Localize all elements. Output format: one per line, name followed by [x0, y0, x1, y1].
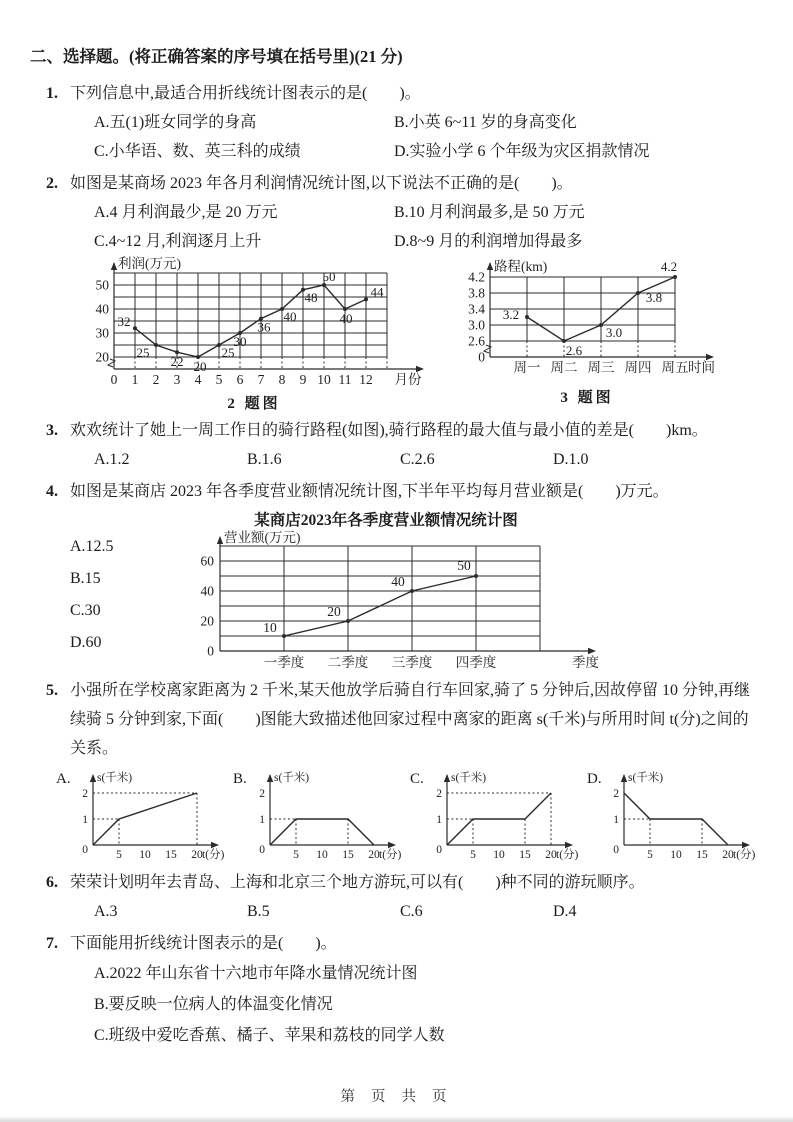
option-letter: B.: [233, 771, 247, 787]
svg-text:周三: 周三: [587, 360, 615, 375]
question-text: [46, 79, 759, 108]
question-2: [30, 169, 759, 256]
options-row: [94, 137, 759, 166]
option-c: C.6: [400, 903, 423, 920]
option-chart-d: [587, 771, 760, 865]
svg-text:36: 36: [257, 319, 271, 335]
question-number: 3.: [46, 422, 58, 439]
svg-text:50: 50: [457, 558, 471, 573]
svg-text:40: 40: [95, 301, 109, 317]
svg-text:5: 5: [215, 372, 223, 387]
charts-row: [78, 256, 759, 413]
svg-text:利润(万元): 利润(万元): [118, 256, 181, 271]
svg-text:1: 1: [82, 814, 88, 826]
svg-text:t(分): t(分): [733, 849, 756, 861]
svg-text:48: 48: [304, 289, 318, 305]
svg-text:3.4: 3.4: [468, 301, 485, 317]
svg-text:3.8: 3.8: [468, 285, 485, 301]
distance-time-chart-a: [73, 771, 229, 865]
question-body: 欢欢统计了她上一周工作日的骑行路程(如图),骑行路程的最大值与最小值的差是( )km。: [70, 422, 708, 439]
svg-text:3.0: 3.0: [605, 325, 623, 340]
svg-text:12: 12: [359, 372, 373, 387]
svg-text:2: 2: [613, 788, 619, 800]
svg-text:20: 20: [193, 359, 207, 374]
svg-text:3.8: 3.8: [645, 290, 663, 305]
svg-text:t(分): t(分): [379, 849, 402, 861]
option-a: A.3: [94, 903, 118, 920]
distance-time-chart-d: [604, 771, 760, 865]
svg-text:4.2: 4.2: [660, 259, 678, 274]
question-text: [46, 868, 759, 897]
svg-text:22: 22: [170, 354, 184, 370]
svg-text:20: 20: [722, 849, 734, 861]
svg-text:4: 4: [194, 372, 202, 387]
svg-text:6: 6: [236, 372, 244, 387]
svg-text:20: 20: [191, 849, 203, 861]
option-b: B.要反映一位病人的体温变化情况: [94, 996, 333, 1013]
option-d: D.8~9 月的利润增加得最多: [394, 233, 583, 250]
quarterly-revenue-line-chart: [168, 530, 604, 673]
option-a: A.12.5: [70, 538, 114, 555]
question-number: 5.: [46, 682, 58, 699]
question-body: 如图是某商店 2023 年各季度营业额情况统计图,下半年平均每月营业额是( )万元。: [70, 483, 669, 500]
option-letter: D.: [587, 771, 602, 787]
options-row: [94, 445, 759, 474]
option-b: B.1.6: [247, 451, 282, 468]
svg-text:季度: 季度: [572, 655, 599, 670]
question-3: [30, 416, 759, 474]
option-chart-b: [233, 771, 406, 865]
svg-text:10: 10: [263, 620, 277, 635]
option-d: D.60: [70, 634, 102, 651]
options-row: [94, 897, 759, 926]
revenue-chart-title: 某商店2023年各季度营业额情况统计图: [254, 512, 518, 529]
option-b: B.10 月利润最多,是 50 万元: [394, 204, 585, 221]
svg-text:0: 0: [613, 844, 619, 856]
cycling-distance-line-chart: [444, 259, 730, 385]
question-number: 4.: [46, 483, 58, 500]
question-text: [46, 929, 759, 958]
svg-text:25: 25: [136, 345, 150, 360]
option-a: A.2022 年山东省十六地市年降水量情况统计图: [94, 965, 418, 982]
svg-text:15: 15: [342, 849, 354, 861]
svg-text:50: 50: [322, 269, 336, 284]
svg-text:一季度: 一季度: [263, 655, 305, 670]
svg-text:8: 8: [278, 372, 286, 387]
svg-text:11: 11: [338, 372, 352, 387]
svg-text:时间: 时间: [688, 360, 715, 375]
q7-options: [94, 958, 759, 1051]
question-body: 下列信息中,最适合用折线统计图表示的是( )。: [70, 85, 421, 102]
svg-text:路程(km): 路程(km): [494, 259, 548, 274]
question-1: [30, 79, 759, 166]
svg-text:40: 40: [391, 574, 405, 589]
q4-options: [70, 508, 168, 673]
svg-text:0: 0: [110, 372, 118, 387]
svg-text:50: 50: [95, 277, 109, 293]
svg-text:2: 2: [152, 372, 160, 387]
svg-text:1: 1: [613, 814, 619, 826]
svg-text:5: 5: [293, 849, 299, 861]
distance-chart-figure: [444, 259, 730, 407]
svg-text:s(千米): s(千米): [628, 772, 664, 784]
svg-text:四季度: 四季度: [455, 655, 497, 670]
svg-text:7: 7: [257, 372, 265, 387]
question-5: [30, 676, 759, 865]
svg-text:9: 9: [299, 372, 307, 387]
svg-text:10: 10: [316, 849, 328, 861]
svg-text:s(千米): s(千米): [451, 772, 487, 784]
svg-text:s(千米): s(千米): [97, 772, 133, 784]
svg-text:20: 20: [95, 349, 109, 365]
svg-text:40: 40: [200, 583, 214, 599]
svg-text:1: 1: [259, 814, 265, 826]
svg-text:10: 10: [493, 849, 505, 861]
scan-edge-shadow: [0, 1116, 793, 1122]
svg-text:1: 1: [131, 372, 139, 387]
question-number: 2.: [46, 175, 58, 192]
svg-text:10: 10: [317, 372, 331, 387]
option-c: C.小华语、数、英三科的成绩: [94, 143, 301, 160]
svg-text:二季度: 二季度: [327, 655, 369, 670]
option-c: C.班级中爱吃香蕉、橘子、苹果和荔枝的同学人数: [94, 1027, 445, 1044]
option-c: C.2.6: [400, 451, 435, 468]
question-text: [46, 169, 759, 198]
q5-option-charts: [56, 771, 759, 865]
option-d: D.实验小学 6 个年级为灾区捐款情况: [394, 143, 650, 160]
question-text: [46, 676, 759, 763]
options-row: [94, 227, 759, 256]
question-6: [30, 868, 759, 926]
options-row: [94, 198, 759, 227]
option-b: B.5: [247, 903, 270, 920]
q4-chart-block: [70, 508, 759, 673]
svg-text:3: 3: [173, 372, 181, 387]
distance-chart-caption: 3 题图: [560, 390, 614, 406]
option-chart-a: [56, 771, 229, 865]
svg-text:10: 10: [670, 849, 682, 861]
svg-text:5: 5: [647, 849, 653, 861]
svg-text:2.6: 2.6: [468, 333, 485, 349]
question-7: [30, 929, 759, 1051]
svg-text:周二: 周二: [550, 360, 578, 375]
question-body: 小强所在学校离家距离为 2 千米,某天他放学后骑自行车回家,骑了 5 分钟后,因故停留 10 分钟,再继续骑 5 分钟到家,下面( )图能大致描述他回家过程中离家的距离 s(千米)与所用时间 t(分)之间的关系。: [70, 682, 751, 757]
option-b: B.15: [70, 570, 101, 587]
svg-text:周五: 周五: [661, 360, 689, 375]
svg-text:5: 5: [116, 849, 122, 861]
question-body: 如图是某商场 2023 年各月利润情况统计图,以下说法不正确的是( )。: [70, 175, 573, 192]
svg-text:周一: 周一: [513, 360, 541, 375]
question-body: 下面能用折线统计图表示的是( )。: [70, 935, 337, 952]
svg-text:60: 60: [200, 553, 214, 569]
option-chart-c: [410, 771, 583, 865]
svg-text:0: 0: [259, 844, 265, 856]
question-text: [46, 477, 759, 506]
option-d: D.4: [553, 903, 577, 920]
option-letter: A.: [56, 771, 71, 787]
option-c: C.30: [70, 602, 101, 619]
option-letter: C.: [410, 771, 424, 787]
svg-text:t(分): t(分): [202, 849, 225, 861]
svg-text:2: 2: [82, 788, 88, 800]
svg-text:15: 15: [519, 849, 531, 861]
monthly-profit-line-chart: [78, 256, 430, 391]
svg-text:营业额(万元): 营业额(万元): [224, 530, 301, 545]
svg-text:15: 15: [165, 849, 177, 861]
svg-text:0: 0: [82, 844, 88, 856]
svg-text:5: 5: [470, 849, 476, 861]
section-header: 二、选择题。(将正确答案的序号填在括号里)(21 分): [30, 47, 403, 66]
page-footer: 第 页 共 页: [340, 1089, 453, 1105]
svg-text:1: 1: [436, 814, 442, 826]
revenue-chart-column: [168, 508, 604, 673]
svg-text:40: 40: [283, 309, 297, 324]
distance-time-chart-c: [427, 771, 583, 865]
option-a: A.4 月利润最少,是 20 万元: [94, 204, 278, 221]
svg-text:32: 32: [117, 314, 131, 330]
svg-text:2.6: 2.6: [565, 343, 583, 358]
question-number: 6.: [46, 874, 58, 891]
svg-text:三季度: 三季度: [391, 655, 433, 670]
question-number: 1.: [46, 85, 58, 102]
svg-text:20: 20: [545, 849, 557, 861]
option-d: D.1.0: [553, 451, 589, 468]
profit-chart-figure: [78, 256, 430, 413]
question-number: 7.: [46, 935, 58, 952]
svg-text:20: 20: [200, 613, 214, 629]
svg-text:月份: 月份: [394, 372, 422, 387]
svg-text:周四: 周四: [624, 360, 652, 375]
svg-text:20: 20: [368, 849, 380, 861]
svg-text:10: 10: [139, 849, 151, 861]
option-a: A.1.2: [94, 451, 130, 468]
svg-text:2: 2: [259, 788, 265, 800]
option-b: B.小英 6~11 岁的身高变化: [394, 114, 577, 131]
options-row: [94, 108, 759, 137]
question-body: 荣荣计划明年去青岛、上海和北京三个地方游玩,可以有( )种不同的游玩顺序。: [70, 874, 645, 891]
svg-text:40: 40: [339, 311, 353, 326]
svg-text:25: 25: [221, 345, 235, 360]
svg-text:30: 30: [233, 334, 247, 349]
question-text: [46, 416, 759, 445]
question-4: [30, 477, 759, 673]
svg-text:20: 20: [327, 604, 341, 619]
svg-text:0: 0: [478, 349, 485, 365]
svg-text:0: 0: [207, 643, 214, 659]
svg-text:15: 15: [696, 849, 708, 861]
option-c: C.4~12 月,利润逐月上升: [94, 233, 262, 250]
option-a: A.五(1)班女同学的身高: [94, 114, 257, 131]
svg-text:2: 2: [436, 788, 442, 800]
svg-text:4.2: 4.2: [468, 269, 485, 285]
svg-text:3.2: 3.2: [502, 307, 520, 322]
distance-time-chart-b: [250, 771, 406, 865]
svg-text:44: 44: [370, 284, 384, 300]
svg-text:t(分): t(分): [556, 849, 579, 861]
profit-chart-caption: 2 题图: [227, 396, 281, 412]
svg-text:0: 0: [436, 844, 442, 856]
svg-text:3.0: 3.0: [468, 317, 485, 333]
svg-text:30: 30: [95, 325, 109, 341]
svg-text:s(千米): s(千米): [274, 772, 310, 784]
